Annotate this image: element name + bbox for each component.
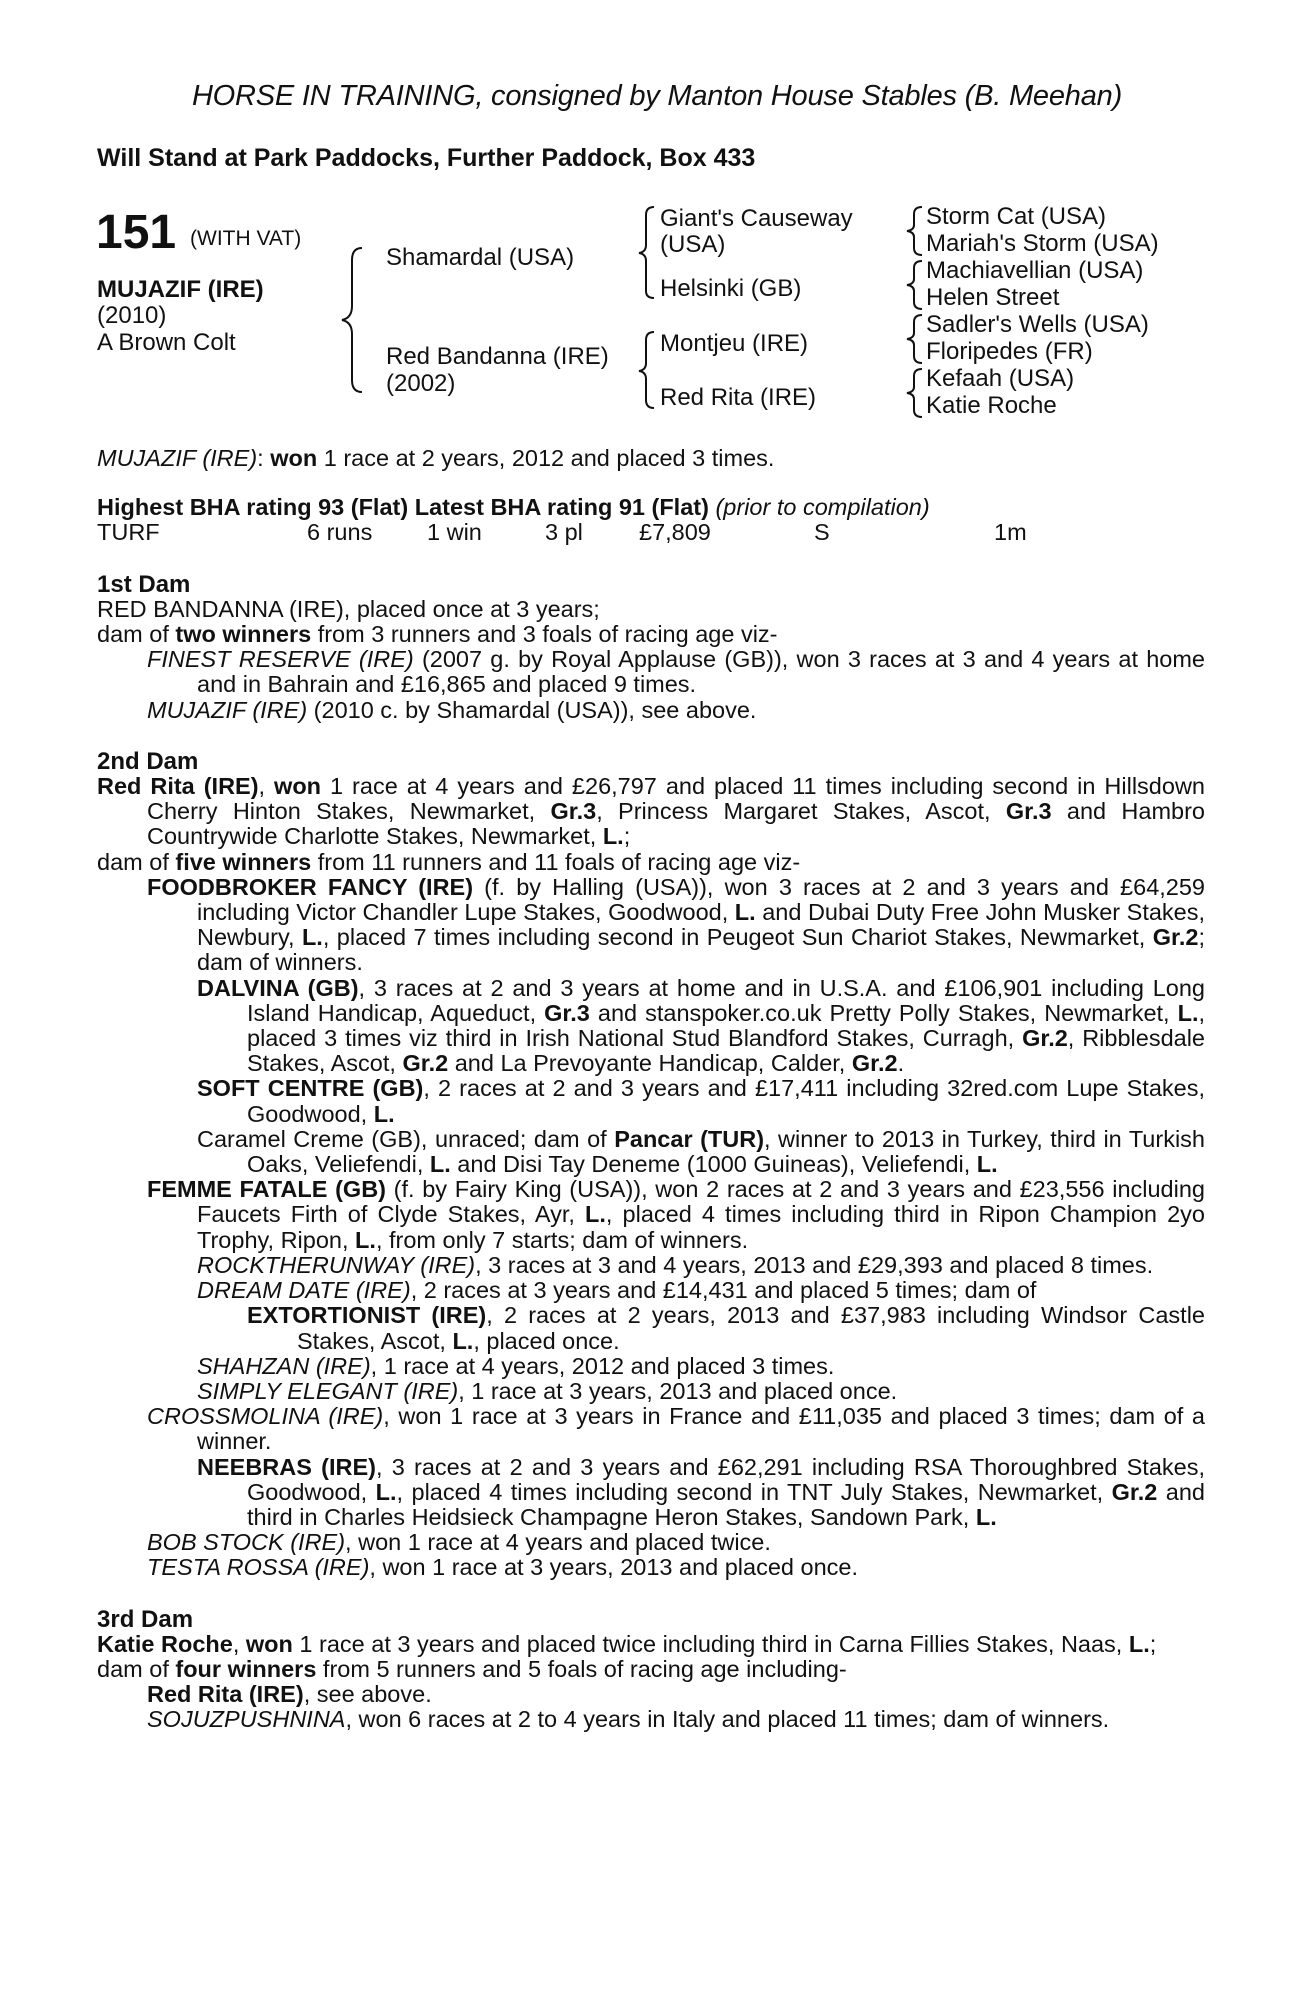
produce-name: NEEBRAS (IRE): [197, 1453, 376, 1480]
produce-entry: [97, 1455, 1205, 1531]
listed: L.: [585, 1201, 606, 1228]
text: and stanspoker.co.uk Pretty Polly Stakes, Newmarket,: [589, 999, 1178, 1026]
pedigree-sire-sire: Giant's Causeway: [660, 205, 853, 232]
produce-name: DALVINA (GB): [197, 974, 359, 1001]
text: , 3 races at 2 and 3 years at home and in U.S.A. and £106,901 including Long Island Handicap, Aqueduct,: [247, 974, 1205, 1026]
text: ;: [1149, 1630, 1157, 1657]
grade: Gr.2: [851, 1050, 898, 1077]
third-dam-produce: [97, 1657, 1205, 1682]
text: dam of: [97, 621, 176, 648]
produce-entry: [97, 976, 1205, 1077]
produce-name: TESTA ROSSA (IRE): [147, 1554, 370, 1581]
text: , 2 races at 3 years and £14,431 and placed 5 times; dam of: [410, 1277, 1037, 1304]
produce-entry: [97, 1278, 1205, 1303]
text: , placed 7 times including second in Peugeot Sun Chariot Stakes, Newmarket,: [322, 924, 1153, 951]
text: , placed 3 times viz third in Irish National Stud Blandford Stakes, Curragh,: [247, 999, 1206, 1052]
third-dam-heading: 3rd Dam: [97, 1605, 194, 1633]
text: , 2 races at 2 and 3 years and £17,411 including 32red.com Lupe Stakes, Goodwood,: [247, 1075, 1206, 1127]
rating-line: [97, 495, 1205, 520]
grade: Gr.2: [1022, 1025, 1068, 1052]
text: Caramel Creme (GB), unraced; dam of: [197, 1125, 615, 1152]
record-places: 3 pl: [545, 519, 583, 546]
second-dam-heading: 2nd Dam: [97, 747, 199, 775]
produce-name: FOODBROKER FANCY (IRE): [147, 873, 474, 900]
produce-name: BOB STOCK (IRE): [147, 1529, 346, 1556]
pedigree-gen3-4: Helen Street: [926, 284, 1060, 311]
text: , winner to 2013 in Turkey, third in Turkish Oaks, Veliefendi,: [247, 1125, 1205, 1178]
produce-entry: [97, 647, 1205, 697]
stand-location: Will Stand at Park Paddocks, Further Paddock, Box 433: [97, 144, 756, 172]
text: and Dubai Duty Free John Musker Stakes, Newbury,: [197, 899, 1206, 951]
pedigree-gen3-5: Sadler's Wells (USA): [926, 311, 1149, 338]
lot-number: 151: [96, 206, 177, 259]
grade: Gr.2: [1111, 1478, 1158, 1505]
produce-entry: [97, 1303, 1205, 1353]
produce-name: Pancar (TUR): [614, 1125, 765, 1152]
listed: L.: [375, 1478, 397, 1505]
pedigree-gen3-6: Floripedes (FR): [926, 338, 1093, 365]
foaling-year: (2010): [97, 302, 167, 329]
text: from 11 runners and 11 foals of racing age viz-: [311, 848, 801, 875]
horse-summary: MUJAZIF (IRE): won 1 race at 2 years, 2012 and placed 3 times.: [97, 445, 775, 471]
pedigree-dam-sire: Montjeu (IRE): [660, 330, 809, 357]
text: and Hambro Countrywide Charlotte Stakes, Newmarket,: [147, 798, 1205, 850]
record-runs: 6 runs: [307, 519, 373, 546]
produce-text: (2007 g. by Royal Applause (GB)), won 3 races at 3 and 4 years at home and in Bahrain and £16,865 and placed 9 times.: [197, 646, 1205, 698]
produce-entry: [97, 1707, 1205, 1732]
won: won: [245, 1630, 293, 1657]
produce-name: FEMME FATALE (GB): [147, 1176, 386, 1203]
text: , see above.: [303, 1681, 432, 1708]
winner-count: four winners: [175, 1655, 317, 1682]
produce-entry: [97, 1530, 1205, 1555]
produce-entry: [97, 1127, 1205, 1177]
record-distance: 1m: [994, 519, 1027, 546]
produce-entry: [97, 1404, 1205, 1454]
second-dam-produce: [97, 850, 1205, 875]
listed: L.: [452, 1327, 474, 1354]
pedigree-sire-sire-country: (USA): [660, 231, 726, 258]
first-dam-produce: [97, 622, 1205, 647]
grade: Gr.2: [1152, 924, 1199, 951]
grade: Gr.3: [550, 798, 597, 825]
horse-name: MUJAZIF (IRE): [97, 276, 264, 303]
record-earnings: £7,809: [639, 519, 711, 546]
listed: L.: [975, 1503, 997, 1530]
produce-entry: [97, 1682, 1205, 1707]
produce-name: Red Rita (IRE): [147, 1681, 304, 1708]
vat-note: (WITH VAT): [190, 227, 302, 250]
produce-entry: [97, 1354, 1205, 1379]
produce-name: SHAHZAN (IRE): [197, 1352, 371, 1379]
produce-name: SOJUZPUSHNINA: [147, 1706, 346, 1733]
text: and Disi Tay Deneme (1000 Guineas), Veliefendi,: [450, 1151, 977, 1178]
produce-text: (2010 c. by Shamardal (USA)), see above.: [307, 696, 757, 723]
produce-entry: [97, 698, 1205, 723]
pedigree-brace: [900, 367, 926, 419]
winner-count: five winners: [175, 848, 312, 875]
text: , won 6 races at 2 to 4 years in Italy and placed 11 times; dam of winners.: [345, 1706, 1110, 1733]
first-dam-summary: RED BANDANNA (IRE), placed once at 3 years;: [97, 595, 600, 622]
text: from 5 runners and 5 foals of racing age including-: [316, 1655, 847, 1682]
text: , won 1 race at 3 years in France and £11,035 and placed 3 times; dam of a winner.: [197, 1403, 1205, 1455]
won: won: [274, 773, 322, 800]
summary-horse-name: MUJAZIF (IRE): [97, 445, 258, 471]
text: (f. by Halling (USA)), won 3 races at 2 and 3 years and £64,259 including Victor Chandler Lupe Stakes, Goodwood,: [197, 873, 1205, 926]
text: , from only 7 starts; dam of winners.: [375, 1226, 749, 1253]
pedigree-sire: Shamardal (USA): [386, 244, 575, 271]
pedigree-gen3-7: Kefaah (USA): [926, 365, 1075, 392]
text: 1 race at 3 years and placed twice including third in Carna Fillies Stakes, Naas,: [292, 1630, 1129, 1657]
text: 1 race at 4 years and £26,797 and placed 11 times including second in Hillsdown Cherry Hinton Stakes, Newmarket,: [147, 773, 1205, 825]
grade: Gr.3: [1005, 798, 1052, 825]
produce-name: EXTORTIONIST (IRE): [247, 1302, 487, 1329]
text: and third in Charles Heidsieck Champagne Heron Stakes, Sandown Park,: [247, 1478, 1205, 1530]
pedigree-brace: [632, 330, 660, 410]
page-title: HORSE IN TRAINING, consigned by Manton House Stables (B. Meehan): [191, 80, 1123, 112]
pedigree-brace: [632, 205, 660, 300]
listed: L.: [355, 1226, 376, 1253]
listed: L.: [301, 924, 323, 951]
produce-name: SOFT CENTRE (GB): [197, 1075, 424, 1102]
grade: Gr.3: [544, 999, 590, 1026]
produce-entry: [97, 875, 1205, 976]
pedigree-dam-dam: Red Rita (IRE): [660, 384, 817, 411]
text: , 1 race at 4 years, 2012 and placed 3 times.: [370, 1352, 835, 1379]
pedigree-gen3-1: Storm Cat (USA): [926, 203, 1107, 230]
produce-entry: [97, 1076, 1205, 1126]
pedigree-dam-year: (2002): [386, 370, 456, 397]
summary-won: won: [270, 445, 318, 471]
text: , placed once.: [473, 1327, 620, 1354]
rating-text: Highest BHA rating 93 (Flat) Latest BHA rating 91 (Flat): [97, 494, 709, 521]
record-going: S: [814, 519, 830, 546]
pedigree-brace: [330, 246, 370, 394]
first-dam-heading: 1st Dam: [97, 570, 191, 598]
third-dam-summary: [97, 1632, 1205, 1657]
pedigree-gen3-8: Katie Roche: [926, 392, 1057, 419]
listed: L.: [734, 899, 756, 926]
text: , Ribblesdale Stakes, Ascot,: [247, 1025, 1206, 1077]
text: ;: [623, 823, 631, 850]
text: , 3 races at 2 and 3 years and £62,291 including RSA Thoroughbred Stakes, Goodwood,: [247, 1453, 1205, 1505]
pedigree-sire-dam: Helsinki (GB): [660, 275, 802, 302]
listed: L.: [1177, 999, 1199, 1026]
grade: Gr.2: [402, 1050, 449, 1077]
text: .: [897, 1050, 905, 1077]
text: , won 1 race at 4 years and placed twice.: [345, 1529, 771, 1556]
pedigree-gen3-3: Machiavellian (USA): [926, 257, 1144, 284]
pedigree-brace: [900, 259, 926, 311]
produce-entry: [97, 1253, 1205, 1278]
second-dam-summary: [97, 774, 1205, 850]
rating-note: (prior to compilation): [715, 494, 930, 521]
catalogue-body: [97, 446, 1205, 1733]
produce-entry: [97, 1177, 1205, 1253]
produce-entry: [97, 1555, 1205, 1580]
produce-name: SIMPLY ELEGANT (IRE): [197, 1377, 459, 1404]
listed: L.: [429, 1151, 451, 1178]
text: , placed 4 times including second in TNT July Stakes, Newmarket,: [396, 1478, 1112, 1505]
text: and La Prevoyante Handicap, Calder,: [448, 1050, 852, 1077]
produce-entry: [97, 1379, 1205, 1404]
text: , won 1 race at 3 years, 2013 and placed once.: [369, 1554, 859, 1581]
text: , 3 races at 3 and 4 years, 2013 and £29,393 and placed 8 times.: [475, 1251, 1154, 1278]
dam-name: Katie Roche: [97, 1630, 233, 1657]
produce-name: MUJAZIF (IRE): [147, 696, 308, 723]
summary-text: 1 race at 2 years, 2012 and placed 3 times.: [317, 445, 775, 471]
dam-name: Red Rita (IRE): [97, 773, 259, 800]
horse-description: A Brown Colt: [97, 329, 236, 356]
listed: L.: [1128, 1630, 1150, 1657]
pedigree-brace: [900, 205, 926, 257]
text: , 1 race at 3 years, 2013 and placed once.: [458, 1377, 898, 1404]
text: dam of: [97, 848, 176, 875]
pedigree-gen3-2: Mariah's Storm (USA): [926, 230, 1159, 257]
text: , 2 races at 2 years, 2013 and £37,983 including Windsor Castle Stakes, Ascot,: [297, 1302, 1205, 1354]
text: (f. by Fairy King (USA)), won 2 races at 2 and 3 years and £23,556 including Faucets Firth of Clyde Stakes, Ayr,: [197, 1176, 1205, 1228]
text: ,: [258, 773, 275, 800]
listed: L.: [976, 1151, 998, 1178]
text: , placed 4 times including third in Ripon Champion 2yo Trophy, Ripon,: [197, 1201, 1205, 1253]
text: ,: [232, 1630, 246, 1657]
listed: L.: [373, 1100, 395, 1127]
record-surface: TURF: [97, 519, 160, 546]
produce-name: ROCKTHERUNWAY (IRE): [197, 1251, 476, 1278]
text: from 3 runners and 3 foals of racing age viz-: [311, 621, 778, 648]
produce-name: FINEST RESERVE (IRE): [147, 646, 414, 673]
winner-count: two winners: [175, 621, 312, 648]
record-wins: 1 win: [427, 519, 482, 546]
text: dam of: [97, 1655, 176, 1682]
text: , Princess Margaret Stakes, Ascot,: [596, 798, 1006, 825]
text: ; dam of winners.: [197, 924, 1205, 976]
produce-name: DREAM DATE (IRE): [197, 1277, 411, 1304]
produce-name: CROSSMOLINA (IRE): [147, 1403, 384, 1430]
listed: L.: [602, 823, 624, 850]
race-record: [97, 520, 1205, 545]
pedigree-dam: Red Bandanna (IRE): [386, 343, 609, 370]
pedigree-brace: [900, 313, 926, 365]
